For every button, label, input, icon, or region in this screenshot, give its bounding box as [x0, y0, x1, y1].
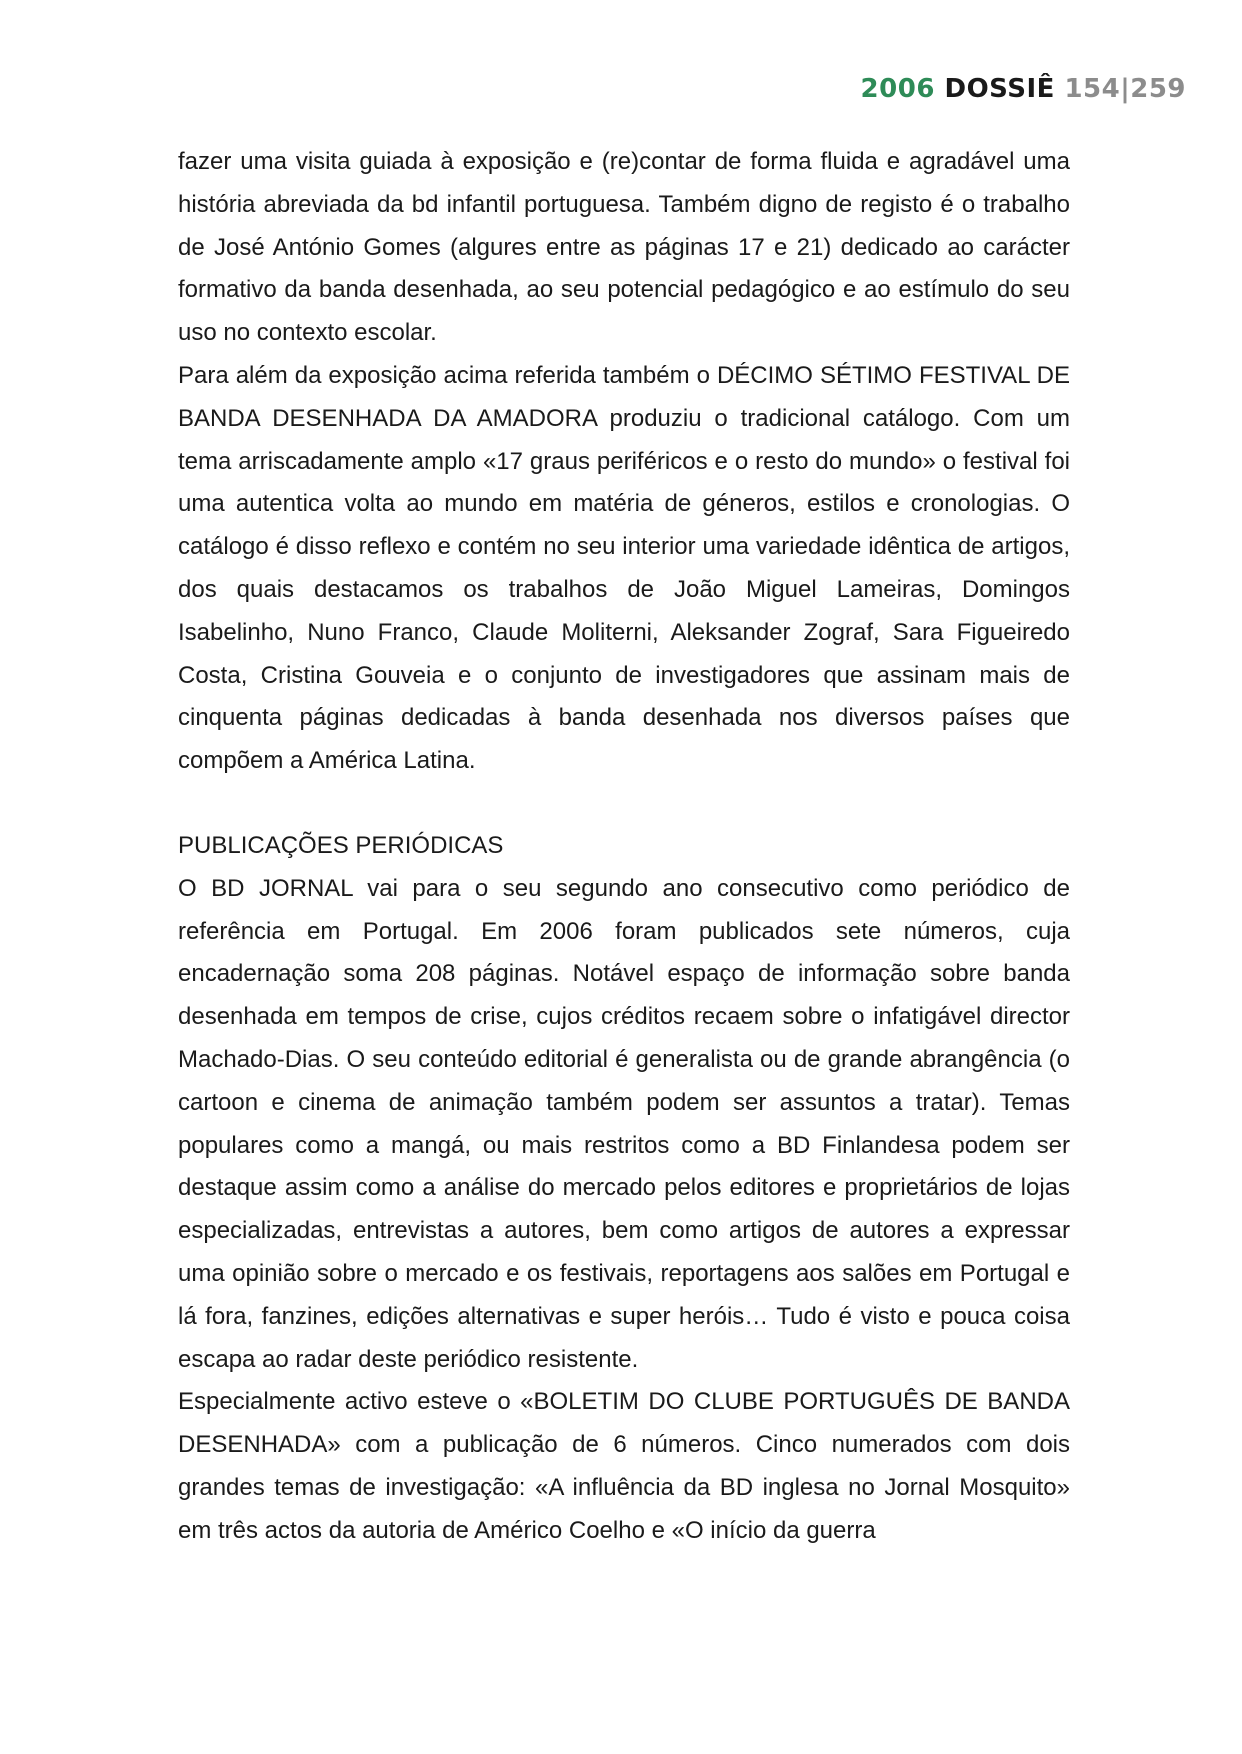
section-heading-publicacoes: PUBLICAÇÕES PERIÓDICAS	[178, 831, 504, 859]
paragraph-boletim-cpbd: Especialmente activo esteve o «BOLETIM DO CLUBE PORTUGUÊS DE BANDA DESENHADA» com a publicação de 6 números. Cinco numerados com dois grandes temas de investigação: «A influência da BD inglesa no Jornal Mosquito» em três actos da autoria de Américo Coelho e «O início da guerra	[178, 1388, 1070, 1544]
document-body	[178, 141, 1070, 1553]
header-page-numbers: 154|259	[1064, 74, 1186, 104]
header-title: DOSSIÊ	[944, 74, 1055, 104]
paragraph-bd-jornal: O BD JORNAL vai para o seu segundo ano consecutivo como periódico de referência em Portugal. Em 2006 foram publicados sete números, cuja encadernação soma 208 páginas. Notável espaço de informação sobre banda desenhada em tempos de crise, cujos créditos recaem sobre o infatigável director Machado-Dias. O seu conteúdo editorial é generalista ou de grande abrangência (o cartoon e cinema de animação também podem ser assuntos a tratar). Temas populares como a mangá, ou mais restritos como a BD Finlandesa podem ser destaque assim como a análise do mercado pelos editores e proprietários de lojas especializadas, entrevistas a autores, bem como artigos de autores a expressar uma opinião sobre o mercado e os festivais, reportagens aos salões em Portugal e lá fora, fanzines, edições alternativas e super heróis… Tudo é visto e pouca coisa escapa ao radar deste periódico resistente.	[178, 874, 1070, 1373]
paragraph-visita-guiada: fazer uma visita guiada à exposição e (re)contar de forma fluida e agradável uma história abreviada da bd infantil portuguesa. Também digno de registo é o trabalho de José António Gomes (algures entre as páginas 17 e 21) dedicado ao carácter formativo da banda desenhada, ao seu potencial pedagógico e ao estímulo do seu uso no contexto escolar.	[178, 148, 1070, 347]
page-header	[861, 74, 1186, 104]
header-year: 2006	[860, 74, 935, 104]
paragraph-festival-amadora: Para além da exposição acima referida também o DÉCIMO SÉTIMO FESTIVAL DE BANDA DESENHADA DA AMADORA produziu o tradicional catálogo. Com um tema arriscadamente amplo «17 graus periféricos e o resto do mundo» o festival foi uma autentica volta ao mundo em matéria de géneros, estilos e cronologias. O catálogo é disso reflexo e contém no seu interior uma variedade idêntica de artigos, dos quais destacamos os trabalhos de João Miguel Lameiras, Domingos Isabelinho, Nuno Franco, Claude Moliterni, Aleksander Zograf, Sara Figueiredo Costa, Cristina Gouveia e o conjunto de investigadores que assinam mais de cinquenta páginas dedicadas à banda desenhada nos diversos países que compõem a América Latina.	[178, 361, 1070, 775]
